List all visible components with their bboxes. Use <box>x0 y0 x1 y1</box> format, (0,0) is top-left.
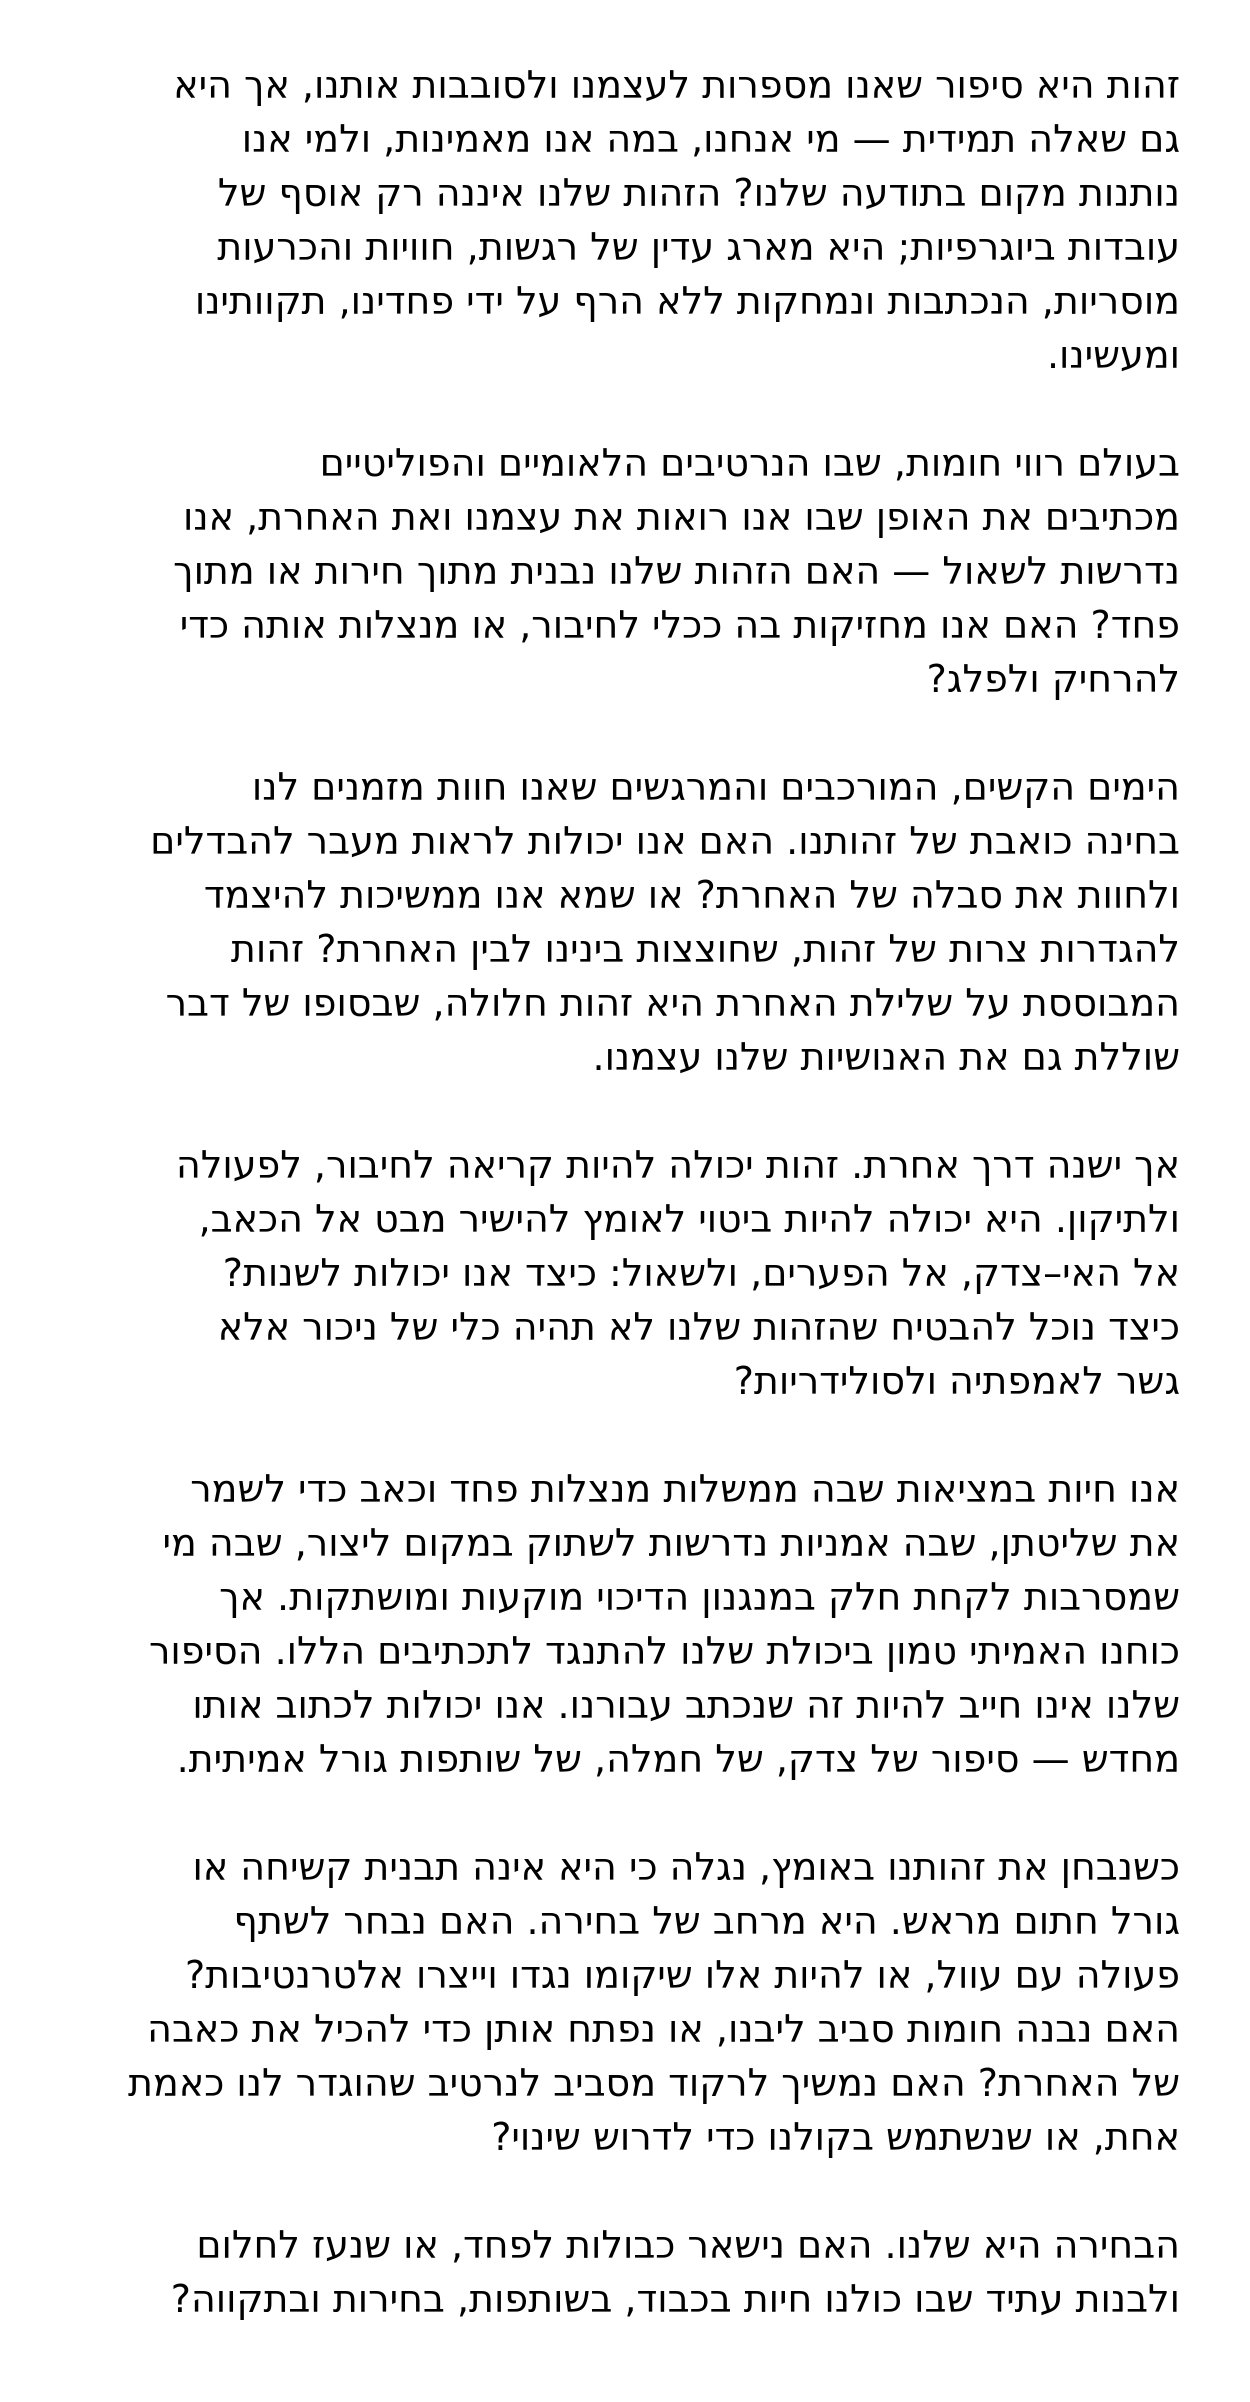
paragraph-reality: אנו חיות במציאות שבה ממשלות מנצלות פחד וכאב כדי לשמר את שליטתן, שבה אמניות נדרשות לשתוק במקום ליצור, שבה מי שמסרבות לקחת חלק במנגנון הדיכוי מוקעות ומושתקות. אך כוחנו האמיתי טמון ביכולת שלנו להתנגד לתכתיבים הללו. הסיפור שלנו אינו חייב להיות זה שנכתב עבורנו. אנו יכולות לכתוב אותו מחדש — סיפור של צדק, של חמלה, של שותפות גורל אמיתית. <box>148 1467 1180 1781</box>
article-body <box>50 58 1180 2326</box>
paragraph-walls-world: בעולם רווי חומות, שבו הנרטיבים הלאומיים והפוליטיים מכתיבים את האופן שבו אנו רואות את עצמנו ואת האחרת, אנו נדרשות לשאול — האם הזהות שלנו נבנית מתוך חירות או מתוך פחד? האם אנו מחזיקות בה ככלי לחיבור, או מנצלות אותה כדי להרחיק ולפלג? <box>173 441 1180 701</box>
paragraph-choice: הבחירה היא שלנו. האם נישאר כבולות לפחד, או שנעז לחלום ולבנות עתיד שבו כולנו חיות בכבוד, בשותפות, בחירות ובתקווה? <box>170 2223 1180 2321</box>
paragraph-hard-days: הימים הקשים, המורכבים והמרגשים שאנו חוות מזמנים לנו בחינה כואבת של זהותנו. האם אנו יכולות לראות מעבר להבדלים ולחוות את סבלה של האחרת? או שמא אנו ממשיכות להיצמד להגדרות צרות של זהות, שחוצצות בינינו לבין האחרת? זהות המבוססת על שלילת האחרת היא זהות חלולה, שבסופו של דבר שוללת גם את האנושיות שלנו עצמנו. <box>150 765 1180 1079</box>
paragraph-identity-story: זהות היא סיפור שאנו מספרות לעצמנו ולסובבות אותנו, אך היא גם שאלה תמידית — מי אנחנו, במה אנו מאמינות, ולמי אנו נותנות מקום בתודעה שלנו? הזהות שלנו איננה רק אוסף של עובדות ביוגרפיות; היא מארג עדין של רגשות, חוויות והכרעות מוסריות, הנכתבות ונמחקות ללא הרף על ידי פחדינו, תקוותינו ומעשינו. <box>173 63 1180 377</box>
paragraph-courage: כשנבחן את זהותנו באומץ, נגלה כי היא אינה תבנית קשיחה או גורל חתום מראש. היא מרחב של בחירה. האם נבחר לשתף פעולה עם עוול, או להיות אלו שיקומו נגדו וייצרו אלטרנטיבות? האם נבנה חומות סביב ליבנו, או נפתח אותן כדי להכיל את כאבה של האחרת? האם נמשיך לרקוד מסביב לנרטיב שהוגדר לנו כאמת אחת, או שנשתמש בקולנו כדי לדרוש שינוי? <box>128 1845 1180 2159</box>
paragraph-another-way: אך ישנה דרך אחרת. זהות יכולה להיות קריאה לחיבור, לפעולה ולתיקון. היא יכולה להיות ביטוי לאומץ להישיר מבט אל הכאב, אל האי–צדק, אל הפערים, ולשאול: כיצד אנו יכולות לשנות? כיצד נוכל להבטיח שהזהות שלנו לא תהיה כלי של ניכור אלא גשר לאמפתיה ולסולידריות? <box>175 1143 1180 1403</box>
